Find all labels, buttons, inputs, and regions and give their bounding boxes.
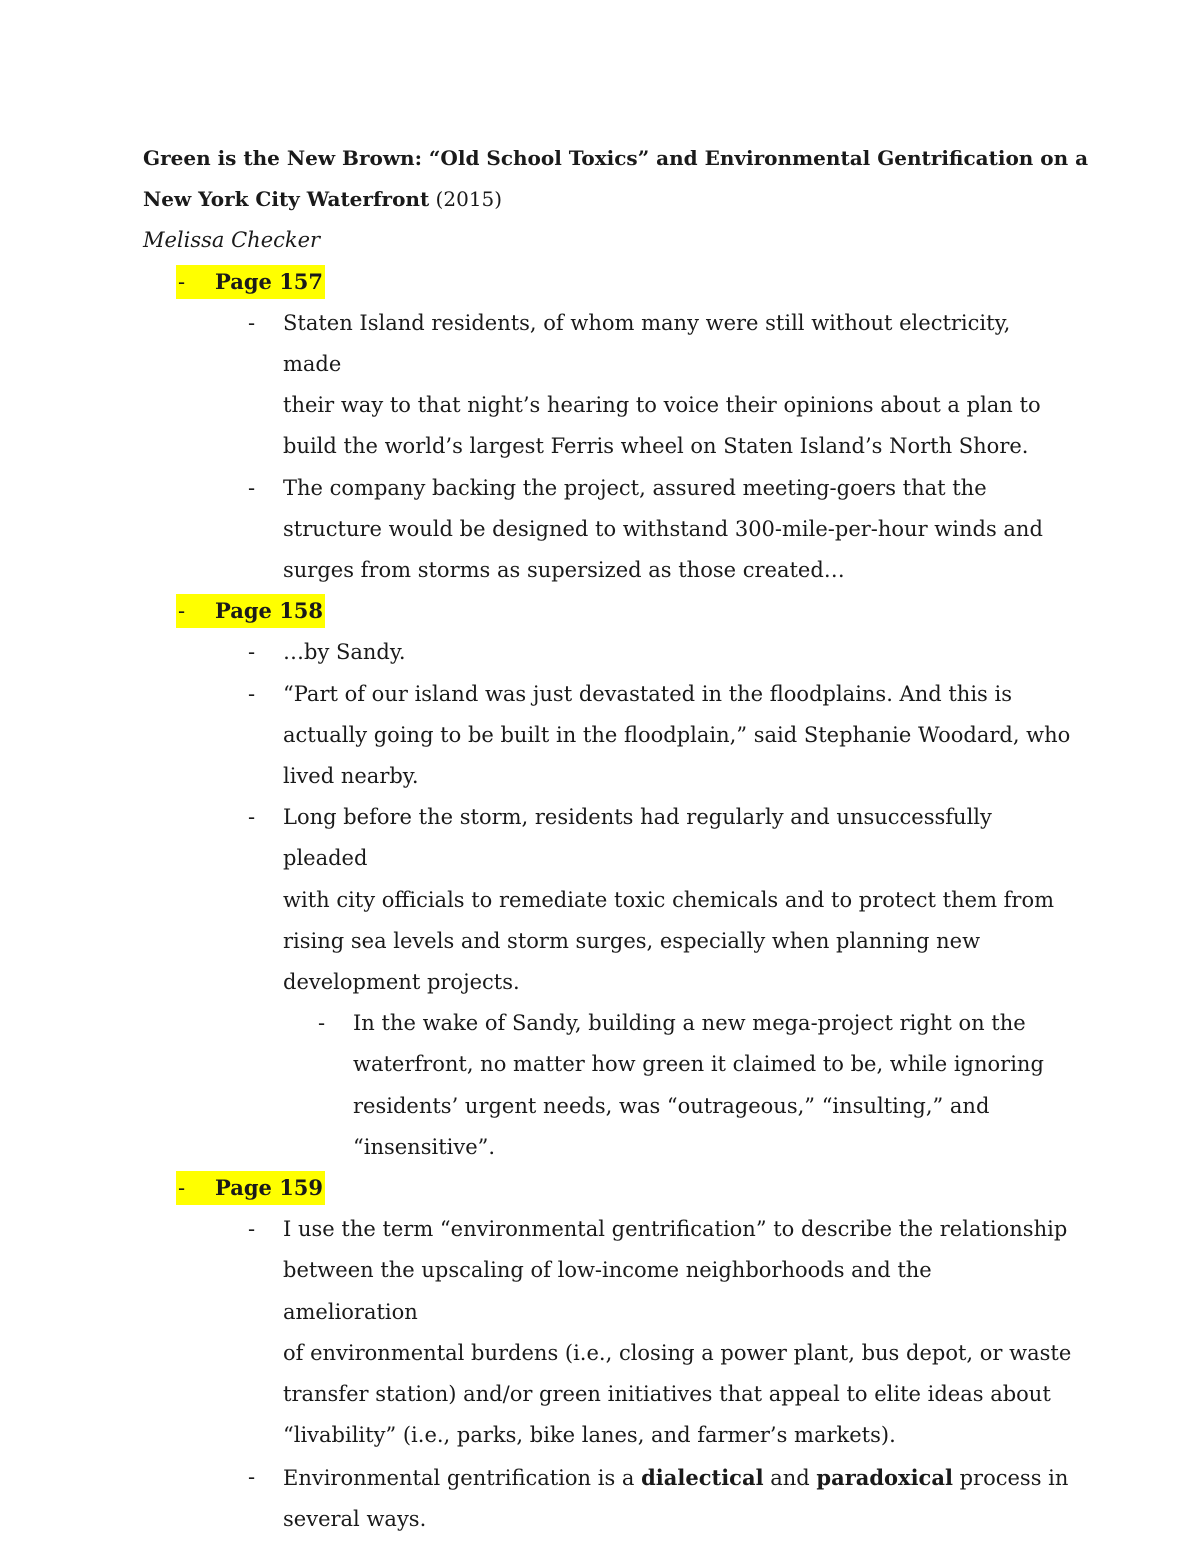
bullet-line: between the upscaling of low-income neighborhoods and the amelioration [283,1258,932,1324]
sub-bullet-item [143,1003,1073,1168]
page-heading-159 [176,1171,325,1205]
bullet-text [283,1457,1073,1540]
bullet-dash: - [248,805,256,830]
bullet-line: development projects. [283,970,520,995]
text-run: process in [952,1465,1069,1490]
page-heading-label: Page 159 [215,1175,324,1201]
bullet-text [283,797,1073,1003]
bullet-line: “livability” (i.e., parks, bike lanes, and farmer’s markets). [283,1423,896,1448]
text-run: and [763,1465,817,1490]
bullet-line: “Part of our island was just devastated in the floodplains. And this is [283,681,1012,706]
bullet-dash: - [318,1011,326,1036]
bullet-line: build the world’s largest Ferris wheel on Staten Island’s North Shore. [283,434,1029,459]
bullet-text [283,632,1073,673]
bullet-line: In the wake of Sandy, building a new mega-project right on the [353,1011,1026,1036]
heading-dash: - [178,1176,186,1201]
page-heading-label: Page 157 [215,268,324,294]
bullet-text [283,468,1073,592]
bullet-line: …by Sandy. [283,640,406,665]
text-run: Environmental gentrification is a [283,1465,642,1490]
heading-dash: - [178,599,186,624]
page-heading-157 [176,265,325,299]
bullet-item [143,632,1073,673]
bold-term-paradoxical: paradoxical [816,1464,953,1490]
bullet-line: structure would be designed to withstand 300-mile-per-hour winds and [283,516,1043,541]
section-page-159 [143,1168,1073,1540]
section-page-157 [143,262,1073,592]
document-author: Melissa Checker [143,228,321,253]
bullet-dash: - [248,310,256,335]
bullet-line: their way to that night’s hearing to voice their opinions about a plan to [283,393,1041,418]
bullet-line: several ways. [283,1506,427,1531]
bullet-line: actually going to be built in the floodplain,” said Stephanie Woodard, who [283,722,1071,747]
bullet-item [143,674,1073,798]
bullet-text [283,1209,1073,1456]
bold-term-dialectical: dialectical [641,1464,764,1490]
bullet-line: transfer station) and/or green initiatives that appeal to elite ideas about [283,1382,1051,1407]
bullet-dash: - [248,475,256,500]
document-title-bold-2: New York City Waterfront [143,187,430,212]
document-content [143,138,1089,1540]
page-heading-label: Page 158 [215,598,324,624]
bullet-item [143,1457,1073,1540]
document-title-bold-1: Green is the New Brown: “Old School Toxics” and Environmental Gentrification on a [143,146,1089,170]
bullet-line [283,1457,1073,1499]
bullet-line: rising sea levels and storm surges, especially when planning new [283,928,981,953]
bullet-item [143,303,1073,468]
heading-dash: - [178,269,186,294]
bullet-line: residents’ urgent needs, was “outrageous,” “insulting,” and [353,1093,990,1118]
bullet-line: of environmental burdens (i.e., closing a power plant, bus depot, or waste [283,1340,1072,1365]
bullet-line: with city officials to remediate toxic chemicals and to protect them from [283,887,1055,912]
bullet-line: Staten Island residents, of whom many were still without electricity, made [283,310,1011,377]
bullet-dash: - [248,1464,256,1489]
bullet-line: “insensitive”. [353,1134,496,1159]
bullet-dash: - [248,681,256,706]
document-title-year: (2015) [429,187,503,212]
section-page-158 [143,591,1073,1168]
bullet-dash: - [248,640,256,665]
document-title-line-1 [143,138,1089,179]
page-heading-158 [176,594,325,628]
document-title-line-2 [143,179,1073,220]
bullet-dash: - [248,1217,256,1242]
bullet-text [353,1003,1073,1168]
bullet-line: I use the term “environmental gentrification” to describe the relationship [283,1217,1068,1242]
bullet-item [143,1209,1073,1456]
bullet-item [143,797,1073,1003]
bullet-item [143,468,1073,592]
bullet-line: The company backing the project, assured meeting-goers that the [283,475,987,500]
bullet-line: lived nearby. [283,764,419,789]
bullet-line: surges from storms as supersized as those created… [283,558,845,583]
bullet-line: waterfront, no matter how green it claimed to be, while ignoring [353,1052,1044,1077]
bullet-text [283,674,1073,798]
bullet-text [283,303,1073,468]
bullet-line: Long before the storm, residents had regularly and unsuccessfully pleaded [283,805,992,871]
